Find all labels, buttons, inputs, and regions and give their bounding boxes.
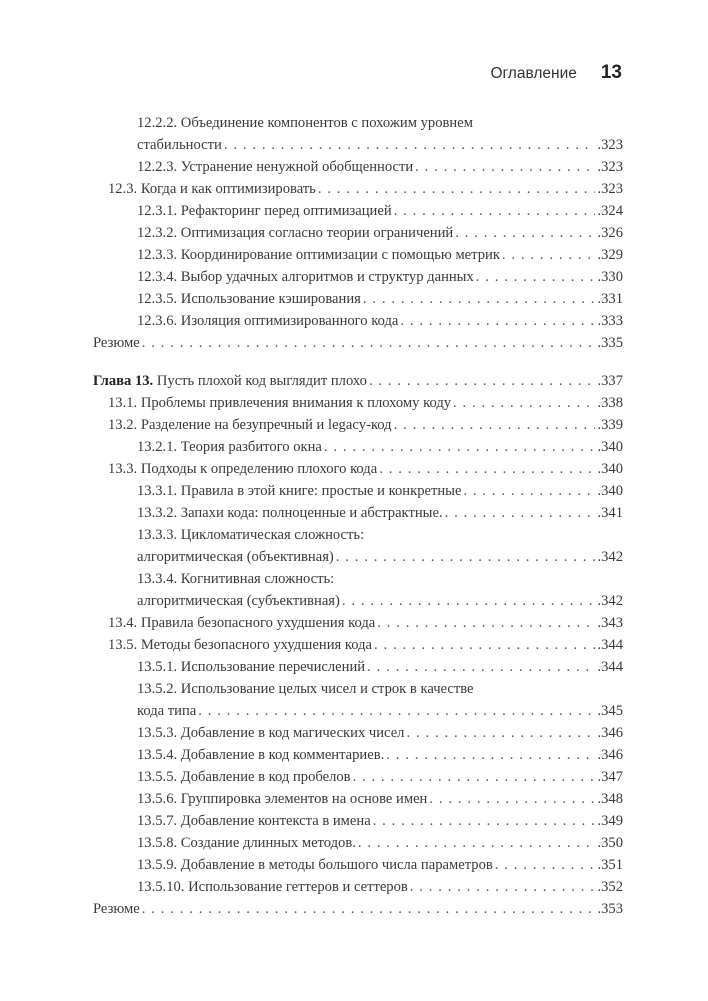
dot-leader xyxy=(142,332,596,354)
toc-entry-text: 12.2.2. Объединение компонентов с похожим уровнем xyxy=(137,115,473,131)
toc-entry-line xyxy=(137,546,623,568)
toc-entry-text: 13.1. Проблемы привлечения внимания к плохому коду xyxy=(108,395,452,411)
toc-entry-text: 13.3.3. Цикломатическая сложность: xyxy=(137,527,365,543)
toc-page-number: .323 xyxy=(597,181,623,197)
toc-page-number: .329 xyxy=(597,247,623,263)
toc-page-number: .341 xyxy=(597,505,623,521)
toc-page-number: .348 xyxy=(597,791,623,807)
dot-leader xyxy=(502,244,596,266)
dot-leader xyxy=(379,458,595,480)
toc-chapter-13-heading[interactable] xyxy=(0,370,708,392)
dot-leader xyxy=(377,612,595,634)
toc-entry-line xyxy=(137,288,623,310)
toc-page-number: .346 xyxy=(597,747,623,763)
toc-entry-line xyxy=(137,310,623,332)
toc-entry-text: стабильности xyxy=(137,137,222,153)
dot-leader xyxy=(369,370,596,392)
toc-entry-text: 13.5.2. Использование целых чисел и строк в качестве xyxy=(137,681,474,697)
toc-chapter-13-entries xyxy=(0,392,708,920)
toc-page-number: .339 xyxy=(597,417,623,433)
toc-entry-line xyxy=(137,876,623,898)
toc-entry-text: 13.3.4. Когнитивная сложность: xyxy=(137,571,335,587)
toc-page-number: .330 xyxy=(597,269,623,285)
toc-page-number: .335 xyxy=(597,335,623,351)
toc-entry[interactable] xyxy=(0,332,708,354)
toc-entry[interactable] xyxy=(0,766,708,788)
toc-entry-text: 12.3.4. Выбор удачных алгоритмов и структур данных xyxy=(137,269,474,285)
toc-entry-line xyxy=(108,178,623,200)
toc-entry[interactable] xyxy=(0,898,708,920)
toc-page-number: .352 xyxy=(597,879,623,895)
toc-entry-text: 13.4. Правила безопасного ухудшения кода xyxy=(108,615,376,631)
toc-entry[interactable] xyxy=(0,832,708,854)
toc-entry[interactable] xyxy=(0,414,708,436)
toc-entry[interactable] xyxy=(0,810,708,832)
dot-leader xyxy=(453,392,595,414)
toc-entry[interactable] xyxy=(0,458,708,480)
toc-entry[interactable] xyxy=(0,502,708,524)
toc-entry-line xyxy=(137,854,623,876)
toc-entry-text: 13.5.6. Группировка элементов на основе имен xyxy=(137,791,428,807)
toc-entry-text: 13.5.8. Создание длинных методов. xyxy=(137,835,356,851)
toc-page-number: .337 xyxy=(597,373,623,389)
dot-leader xyxy=(318,178,596,200)
toc-entry[interactable] xyxy=(0,678,708,722)
toc-entry-line xyxy=(137,156,623,178)
toc-entry[interactable] xyxy=(0,480,708,502)
toc-page-number: .346 xyxy=(597,725,623,741)
toc-entry-line xyxy=(137,134,623,156)
toc-entry-text xyxy=(93,370,367,392)
toc-entry-line xyxy=(137,436,623,458)
toc-entry-line xyxy=(108,612,623,634)
toc-page-number: .323 xyxy=(597,137,623,153)
dot-leader xyxy=(373,810,596,832)
toc-entry-text: 12.3.2. Оптимизация согласно теории ограничений xyxy=(137,225,454,241)
toc-entry-text: 12.2.3. Устранение ненужной обобщенности xyxy=(137,159,414,175)
toc-page-number: .344 xyxy=(597,659,623,675)
dot-leader xyxy=(336,546,596,568)
dot-leader xyxy=(400,310,595,332)
toc-entry[interactable] xyxy=(0,612,708,634)
dot-leader xyxy=(142,898,596,920)
toc-entry[interactable] xyxy=(0,156,708,178)
toc-entry-text: 12.3.6. Изоляция оптимизированного кода xyxy=(137,313,399,329)
toc-entry-text: 13.5.10. Использование геттеров и сеттеров xyxy=(137,879,408,895)
toc-entry-text: 13.5. Методы безопасного ухудшения кода xyxy=(108,637,373,653)
toc-page-number: .351 xyxy=(597,857,623,873)
toc-entry[interactable] xyxy=(0,524,708,568)
toc-entry-line xyxy=(137,222,623,244)
dot-leader xyxy=(495,854,596,876)
toc-entry[interactable] xyxy=(0,266,708,288)
toc-entry-text: Резюме xyxy=(93,901,140,917)
toc-entry[interactable] xyxy=(0,288,708,310)
toc-entry-line xyxy=(137,744,623,766)
toc-entry-line xyxy=(137,832,623,854)
toc-entry-line xyxy=(108,392,623,414)
toc-entry-text: кода типа xyxy=(137,703,197,719)
dot-leader xyxy=(367,656,595,678)
toc-page-number: .345 xyxy=(597,703,623,719)
toc-entry-text: 12.3.5. Использование кэширования xyxy=(137,291,361,307)
dot-leader xyxy=(445,502,596,524)
toc-entry-line xyxy=(137,788,623,810)
toc-entry[interactable] xyxy=(0,634,708,656)
toc-entry-text: алгоритмическая (объективная) xyxy=(137,549,334,565)
toc-entry[interactable] xyxy=(0,200,708,222)
dot-leader xyxy=(476,266,596,288)
toc-entry[interactable] xyxy=(0,876,708,898)
toc-page-number: .353 xyxy=(597,901,623,917)
toc-entry-text: 12.3. Когда и как оптимизировать xyxy=(108,181,316,197)
toc-entry-text: алгоритмическая (субъективная) xyxy=(137,593,340,609)
toc-entry[interactable] xyxy=(0,722,708,744)
dot-leader xyxy=(198,700,595,722)
toc-entry-line xyxy=(93,332,623,354)
toc-entry[interactable] xyxy=(0,178,708,200)
toc-entry-line xyxy=(137,810,623,832)
dot-leader xyxy=(394,414,596,436)
toc-entry[interactable] xyxy=(0,854,708,876)
toc-entry-text: 13.5.9. Добавление в методы большого числа параметров xyxy=(137,857,493,873)
toc-page-number: .326 xyxy=(597,225,623,241)
toc-entry-text: 13.5.3. Добавление в код магических чисел xyxy=(137,725,405,741)
toc-entry-text: 13.3.1. Правила в этой книге: простые и конкретные xyxy=(137,483,462,499)
toc-entry-text: 13.3. Подходы к определению плохого кода xyxy=(108,461,378,477)
running-head-title: Оглавление xyxy=(490,65,577,82)
toc-entry-line xyxy=(108,458,623,480)
toc-page-number: .347 xyxy=(597,769,623,785)
toc-page-number: .323 xyxy=(597,159,623,175)
dot-leader xyxy=(463,480,595,502)
toc-entry-line xyxy=(137,700,623,722)
toc-entry[interactable] xyxy=(0,310,708,332)
dot-leader xyxy=(224,134,596,156)
toc-page-number: .340 xyxy=(597,439,623,455)
toc-page-number: .340 xyxy=(597,461,623,477)
toc-entry-text: 13.5.7. Добавление контекста в имена xyxy=(137,813,371,829)
toc-page-number: .350 xyxy=(597,835,623,851)
dot-leader xyxy=(358,832,596,854)
chapter-label: Глава 13. xyxy=(93,373,154,389)
toc-entry-line xyxy=(108,634,623,656)
toc-page-number: .324 xyxy=(597,203,623,219)
dot-leader xyxy=(386,744,595,766)
toc-entry[interactable] xyxy=(0,656,708,678)
toc-entry[interactable] xyxy=(0,744,708,766)
toc-entry-line xyxy=(137,266,623,288)
toc-entry-line xyxy=(93,898,623,920)
toc-entry-text: 13.5.4. Добавление в код комментариев. xyxy=(137,747,385,763)
dot-leader xyxy=(394,200,596,222)
toc-page-number: .342 xyxy=(597,549,623,565)
toc-entry-line xyxy=(137,766,623,788)
dot-leader xyxy=(342,590,596,612)
running-head xyxy=(490,62,622,84)
toc-page-number: .333 xyxy=(597,313,623,329)
toc-entry-line xyxy=(137,722,623,744)
toc-entry-line xyxy=(137,200,623,222)
toc-entry-text: 13.3.2. Запахи кода: полноценные и абстрактные. xyxy=(137,505,443,521)
toc-entry-line xyxy=(137,480,623,502)
toc-entry[interactable] xyxy=(0,568,708,612)
toc-entry-line xyxy=(137,590,623,612)
dot-leader xyxy=(415,156,595,178)
page-number: 13 xyxy=(600,62,622,83)
dot-leader xyxy=(406,722,595,744)
toc-page-number: .349 xyxy=(597,813,623,829)
table-of-contents xyxy=(0,112,708,920)
toc-entry-text: Резюме xyxy=(93,335,140,351)
toc-page-number: .343 xyxy=(597,615,623,631)
toc-page-number: .338 xyxy=(597,395,623,411)
dot-leader xyxy=(353,766,596,788)
toc-entry-line xyxy=(108,414,623,436)
chapter-title: Пусть плохой код выглядит плохо xyxy=(153,373,367,389)
dot-leader xyxy=(410,876,596,898)
toc-entry[interactable] xyxy=(0,112,708,156)
toc-entry-text: 13.2.1. Теория разбитого окна xyxy=(137,439,322,455)
toc-entry-line xyxy=(93,370,623,392)
toc-entry[interactable] xyxy=(0,222,708,244)
toc-entry[interactable] xyxy=(0,436,708,458)
toc-entry[interactable] xyxy=(0,788,708,810)
toc-page-number: .340 xyxy=(597,483,623,499)
toc-entry[interactable] xyxy=(0,392,708,414)
dot-leader xyxy=(324,436,596,458)
toc-page-number: .344 xyxy=(597,637,623,653)
toc-page-number: .342 xyxy=(597,593,623,609)
dot-leader xyxy=(455,222,595,244)
toc-entry-text: 13.2. Разделение на безупречный и legacy-код xyxy=(108,417,392,433)
toc-entry-text: 12.3.1. Рефакторинг перед оптимизацией xyxy=(137,203,392,219)
dot-leader xyxy=(363,288,596,310)
toc-entry-text: 12.3.3. Координирование оптимизации с помощью метрик xyxy=(137,247,500,263)
toc-entry-text: 13.5.1. Использование перечислений xyxy=(137,659,366,675)
toc-entry-line xyxy=(137,502,623,524)
toc-entry-line xyxy=(137,656,623,678)
toc-page-number: .331 xyxy=(597,291,623,307)
toc-entry-text: 13.5.5. Добавление в код пробелов xyxy=(137,769,351,785)
toc-section-12 xyxy=(0,112,708,354)
toc-entry[interactable] xyxy=(0,244,708,266)
toc-entry-line xyxy=(137,244,623,266)
dot-leader xyxy=(374,634,595,656)
dot-leader xyxy=(429,788,595,810)
chapter-gap xyxy=(0,354,708,370)
